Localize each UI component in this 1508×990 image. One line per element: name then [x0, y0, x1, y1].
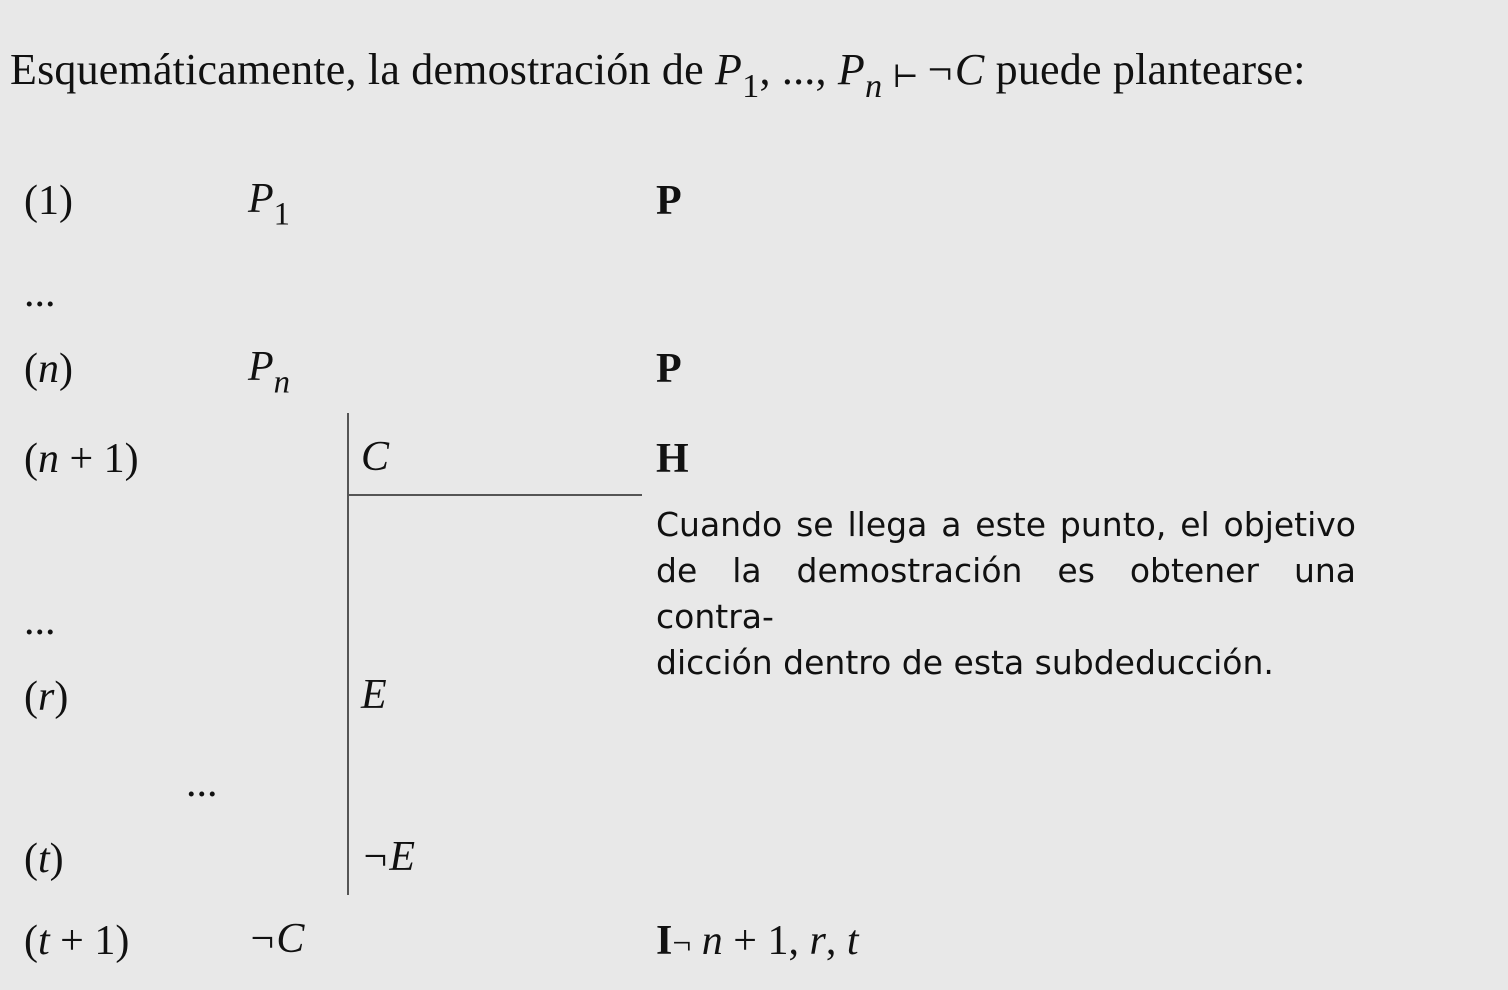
note-line-2: de la demostración es obtener una contra- [656, 551, 1356, 636]
intro-text-start: Esquemáticamente, la demostración de [10, 45, 704, 94]
ellipsis-1: ... [24, 270, 56, 316]
row-1-rule: P [656, 178, 682, 224]
row-t-label: (t) [24, 836, 64, 882]
ellipsis-2: ... [24, 598, 56, 644]
intro-neg-c: ¬C [925, 45, 985, 94]
note-line-1: Cuando se llega a este punto, el objetivo [656, 505, 1356, 544]
explanatory-note [656, 502, 1356, 686]
row-t-formula: ¬E [361, 834, 415, 880]
intro-p1: $P_1$ [715, 45, 760, 106]
subdeduction-vertical-line [347, 413, 349, 895]
row-n1-rule: H [656, 436, 689, 482]
intro-text-end: puede plantearse: [995, 45, 1306, 94]
intro-pn: $P_n$ [837, 45, 883, 106]
row-n1-label: (n + 1) [24, 436, 139, 482]
row-n-rule: P [656, 346, 682, 392]
turnstile-symbol: ⊢ [892, 60, 919, 95]
row-n-label: (n) [24, 346, 73, 392]
ellipsis-3: ... [186, 760, 218, 806]
row-t1-label: (t + 1) [24, 918, 130, 964]
note-line-3: dicción dentro de esta subdeducción. [656, 643, 1274, 682]
intro-ellipsis: , ..., [759, 45, 827, 94]
row-r-label: (r) [24, 674, 69, 720]
row-1-label: (1) [24, 178, 73, 224]
intro-sentence [10, 44, 1306, 106]
hypothesis-underline [347, 494, 642, 496]
row-n-formula: $P_n$ [248, 344, 291, 401]
row-t1-formula: ¬C [248, 916, 305, 962]
row-1-formula: $P_1$ [248, 176, 291, 233]
row-r-formula: E [361, 672, 387, 718]
row-t1-rule: I¬ n + 1, r, t [656, 918, 859, 964]
row-n1-formula: C [361, 434, 390, 480]
